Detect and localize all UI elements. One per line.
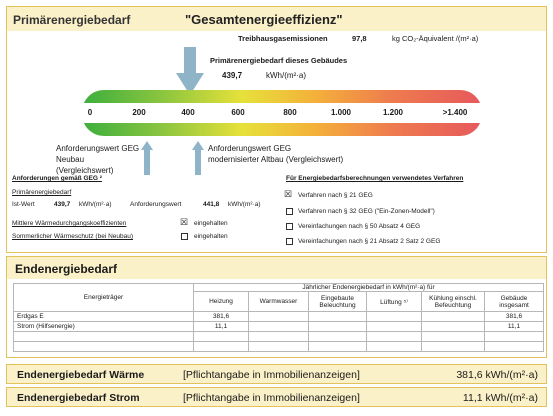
col-header: Energieträger — [14, 284, 194, 312]
table-cell — [309, 342, 367, 352]
table-cell — [422, 342, 485, 352]
scale-tick: 400 — [181, 108, 195, 117]
table-cell — [367, 332, 422, 342]
scale-tick: 600 — [231, 108, 245, 117]
primary-energy-value: 439,7 — [222, 71, 243, 80]
col-header: Lüftung ⁵⁾ — [367, 292, 422, 312]
scale-tick: 0 — [87, 108, 93, 117]
anf-unit: kWh/(m²·a) — [228, 201, 261, 208]
col-header: Kühlung einschl. Befeuchtung — [422, 292, 485, 312]
u-values-status: eingehalten — [194, 220, 228, 227]
table-cell — [14, 332, 194, 342]
table-cell — [367, 342, 422, 352]
table-cell — [249, 342, 309, 352]
table-cell — [309, 312, 367, 322]
table-cell — [249, 322, 309, 332]
checked-x-icon: ☒ — [180, 217, 189, 227]
actual-value-arrow-icon — [176, 47, 204, 95]
u-values-label: Mittlere Wärmedurchgangskoeffizienten — [12, 220, 127, 227]
final-energy-power-bar — [6, 387, 547, 407]
table-cell — [194, 332, 249, 342]
ist-value: 439,7 — [54, 201, 71, 208]
table-cell: 381,6 — [485, 312, 544, 322]
requirement-new-arrow-icon — [141, 141, 153, 175]
summer-protection-label: Sommerlicher Wärmeschutz (bei Neubau) — [12, 233, 134, 240]
scale-tick: 800 — [283, 108, 297, 117]
ist-unit: kWh/(m²·a) — [79, 201, 112, 208]
power-label: Endenergiebedarf Strom — [17, 392, 140, 404]
method-title: Für Energiebedarfsberechnungen verwendetes Verfahren — [286, 175, 464, 182]
power-note: [Pflichtangabe in Immobilienanzeigen] — [183, 392, 360, 404]
primary-energy-label: Primärenergiebedarf dieses Gebäudes — [210, 56, 348, 65]
scale-tick: 200 — [132, 108, 146, 117]
col-header: Warmwasser — [249, 292, 309, 312]
scale-tick: >1.400 — [442, 108, 468, 117]
requirements-title: Anforderungen gemäß GEG ² — [12, 175, 102, 182]
checked-x-icon: ☒ — [284, 189, 293, 199]
method-option: Vereinfachungen nach § 21 Absatz 2 Satz 2 GEG — [298, 238, 441, 245]
table-cell: 11,1 — [485, 322, 544, 332]
heat-label: Endenergiebedarf Wärme — [17, 369, 145, 381]
table-cell — [309, 322, 367, 332]
method-option: Vereinfachungen nach § 50 Absatz 4 GEG — [298, 223, 421, 230]
col-header: Eingebaute Beleuchtung — [309, 292, 367, 312]
table-cell — [485, 342, 544, 352]
table-cell — [309, 332, 367, 342]
table-cell — [194, 342, 249, 352]
table-cell: Erdgas E — [14, 312, 194, 322]
ist-label: Ist-Wert — [12, 201, 35, 208]
table-cell — [249, 312, 309, 322]
table-row — [14, 332, 544, 342]
table-cell — [14, 342, 194, 352]
unchecked-box-icon — [286, 223, 293, 230]
table-cell — [367, 322, 422, 332]
table-cell — [422, 322, 485, 332]
anf-value: 441,8 — [203, 201, 220, 208]
method-option: Verfahren nach § 21 GEG — [298, 192, 373, 199]
final-energy-heat-bar — [6, 364, 547, 384]
requirement-modernized-arrow-icon — [192, 141, 204, 175]
section-title: Endenergiebedarf — [15, 262, 118, 276]
requirements-sub: Primärenergiebedarf — [12, 189, 72, 196]
table-row — [14, 322, 544, 332]
scale-tick: 1.000 — [330, 108, 352, 117]
heat-note: [Pflichtangabe in Immobilienanzeigen] — [183, 369, 360, 381]
final-energy-section — [6, 256, 547, 358]
table-cell — [249, 332, 309, 342]
table-cell: 11,1 — [194, 322, 249, 332]
summer-protection-status: eingehalten — [194, 233, 228, 240]
table-cell — [422, 312, 485, 322]
table-cell — [422, 332, 485, 342]
heat-value: 381,6 kWh/(m²·a) — [456, 369, 538, 381]
unchecked-box-icon — [286, 238, 293, 245]
section-title: Primärenergiebedarf — [13, 13, 131, 27]
anf-label: Anforderungswert — [130, 201, 182, 208]
scale-tick: 1.200 — [382, 108, 404, 117]
col-header: Gebäude insgesamt — [485, 292, 544, 312]
group-header: Jährlicher Endenergiebedarf in kWh/(m²·a) für — [194, 284, 544, 292]
final-energy-table — [13, 283, 544, 352]
unchecked-box-icon — [181, 233, 188, 240]
table-row — [14, 342, 544, 352]
emissions-unit: kg CO₂-Äquivalent /(m²·a) — [392, 34, 479, 43]
requirement-modernized-label: Anforderungswert GEG modernisierter Altbau (Vergleichswert) — [208, 144, 344, 164]
table-cell: Strom (Hilfsenergie) — [14, 322, 194, 332]
emissions-label: Treibhausgasemissionen — [238, 34, 328, 43]
table-cell — [485, 332, 544, 342]
requirement-new-label: Anforderungswert GEG Neubau (Vergleichswert) — [56, 144, 140, 175]
table-row — [14, 312, 544, 322]
primary-energy-unit: kWh/(m²·a) — [266, 71, 306, 80]
table-cell: 381,6 — [194, 312, 249, 322]
table-cell — [367, 312, 422, 322]
col-header: Heizung — [194, 292, 249, 312]
method-option: Verfahren nach § 32 GEG ("Ein-Zonen-Modell") — [298, 208, 435, 215]
power-value: 11,1 kWh/(m²·a) — [462, 392, 538, 404]
emissions-value: 97,8 — [352, 34, 367, 43]
unchecked-box-icon — [286, 208, 293, 215]
section-subtitle: "Gesamtenergieeffizienz" — [185, 12, 343, 27]
